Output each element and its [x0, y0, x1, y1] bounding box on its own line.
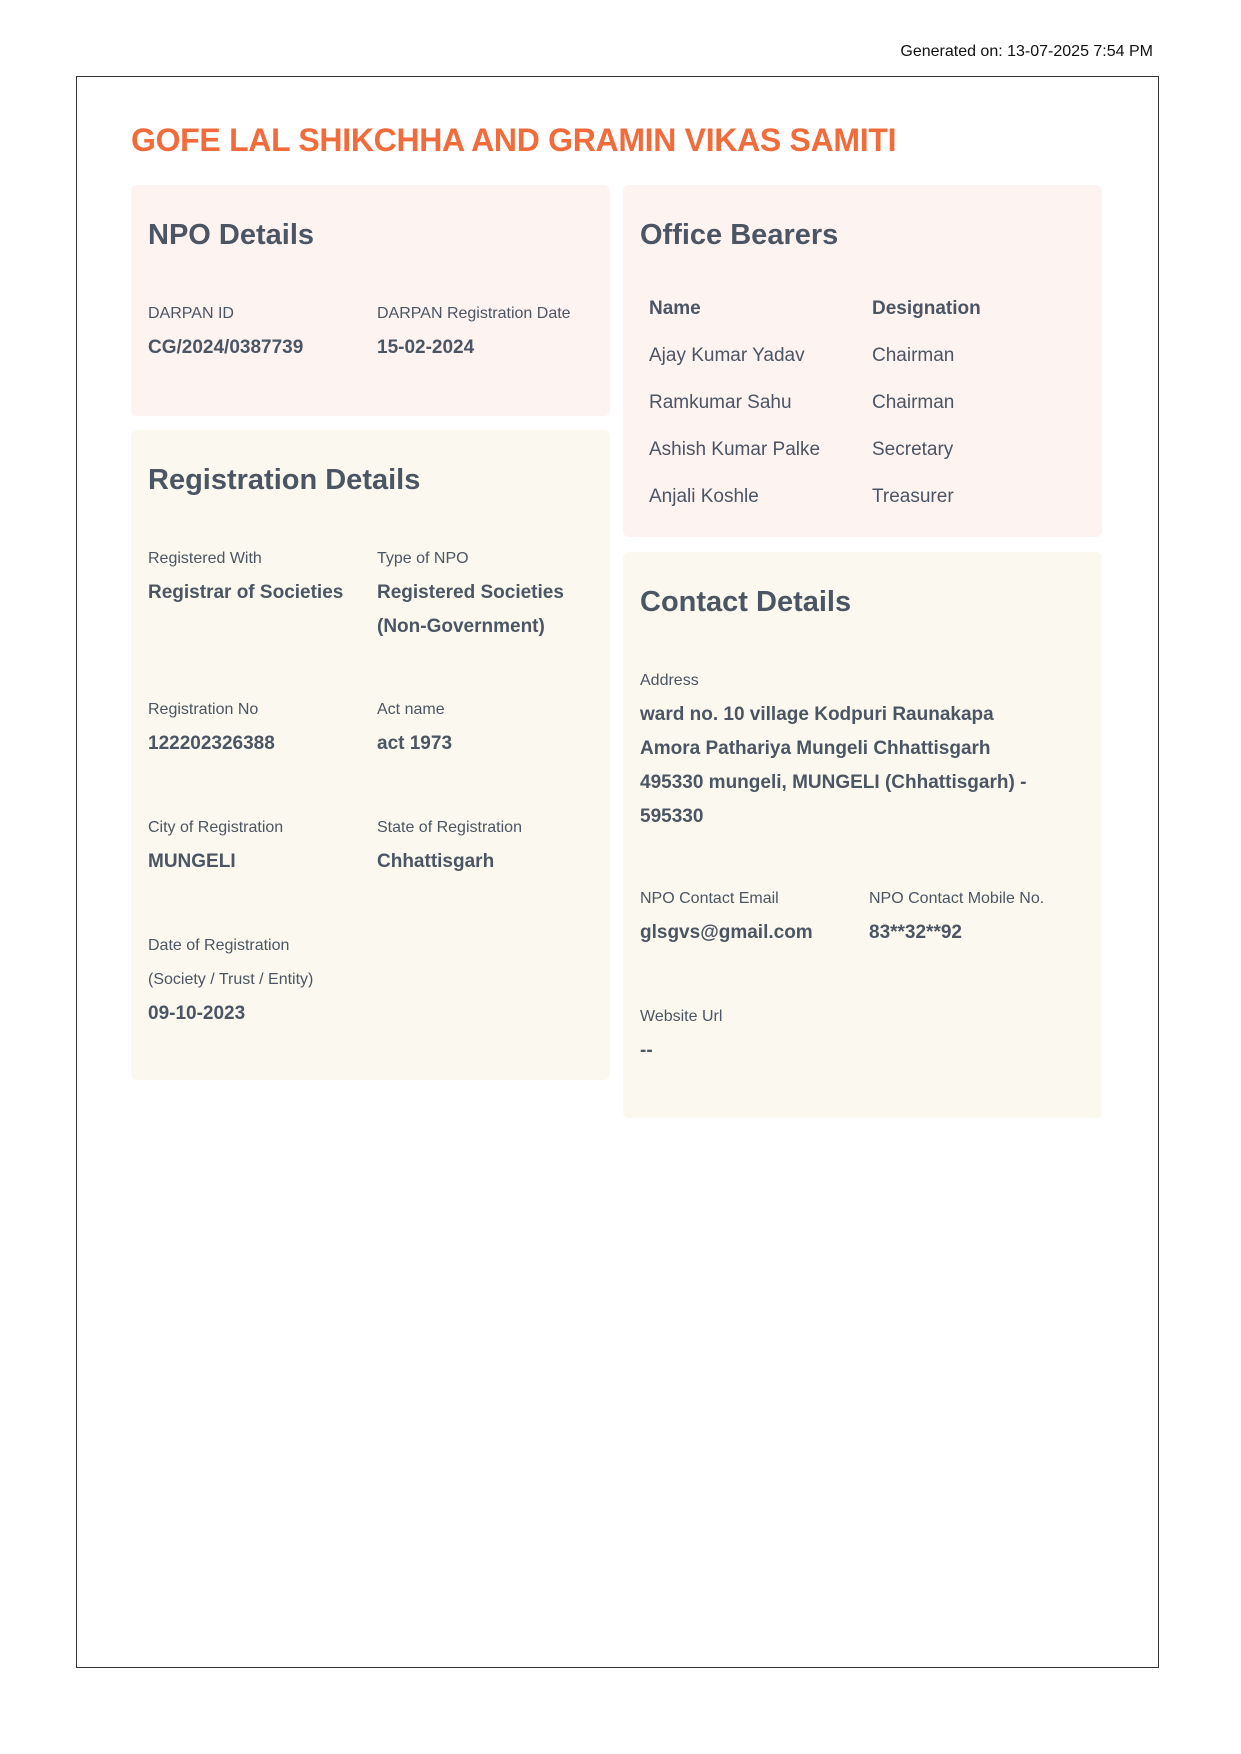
- bearer-designation: Chairman: [872, 391, 955, 413]
- darpan-id-field: [148, 297, 303, 365]
- type-of-npo-value-line1: Registered Societies: [377, 582, 564, 603]
- office-bearers-header-row: [649, 285, 981, 332]
- bearer-name: Ajay Kumar Yadav: [649, 344, 805, 366]
- table-row: [649, 473, 981, 520]
- bearer-designation: Secretary: [872, 438, 954, 460]
- npo-details-card: [131, 185, 610, 416]
- registration-no-label: Registration No: [148, 701, 259, 718]
- darpan-id-label: DARPAN ID: [148, 305, 234, 322]
- city-of-registration-label: City of Registration: [148, 819, 284, 836]
- bearer-designation: Treasurer: [872, 485, 954, 507]
- office-bearers-card: [623, 185, 1102, 537]
- website-value: --: [640, 1040, 653, 1061]
- registration-details-card: [131, 430, 610, 1080]
- contact-details-card: [623, 552, 1102, 1118]
- registered-with-value: Registrar of Societies: [148, 582, 344, 603]
- contact-email-label: NPO Contact Email: [640, 890, 779, 907]
- darpan-reg-date-value: 15-02-2024: [377, 337, 475, 358]
- state-of-registration-label: State of Registration: [377, 819, 522, 836]
- address-line-2: Amora Pathariya Mungeli Chhattisgarh: [640, 738, 991, 759]
- address-line-1: ward no. 10 village Kodpuri Raunakapa: [640, 704, 994, 725]
- contact-mobile-field: [869, 882, 1044, 950]
- type-of-npo-field: [377, 542, 564, 644]
- darpan-id-value: CG/2024/0387739: [148, 337, 304, 358]
- registered-with-label: Registered With: [148, 550, 262, 567]
- address-line-4: 595330: [640, 806, 704, 827]
- bearer-name: Anjali Koshle: [649, 485, 759, 507]
- bearer-name: Ashish Kumar Palke: [649, 438, 821, 460]
- contact-email-value: glsgvs@gmail.com: [640, 922, 813, 943]
- date-of-registration-value: 09-10-2023: [148, 1003, 246, 1024]
- registered-with-field: [148, 542, 343, 610]
- registration-no-value: 122202326388: [148, 733, 275, 754]
- darpan-reg-date-field: [377, 297, 571, 365]
- organization-name: GOFE LAL SHIKCHHA AND GRAMIN VIKAS SAMITI: [131, 122, 897, 158]
- darpan-reg-date-label: DARPAN Registration Date: [377, 305, 571, 322]
- act-name-field: [377, 693, 452, 761]
- registration-details-title: Registration Details: [148, 464, 421, 496]
- contact-details-title: Contact Details: [640, 586, 852, 618]
- state-of-registration-field: [377, 811, 522, 879]
- type-of-npo-label: Type of NPO: [377, 550, 469, 567]
- contact-mobile-value: 83**32**92: [869, 922, 962, 943]
- table-row: [649, 379, 981, 426]
- date-of-registration-label-line2: (Society / Trust / Entity): [148, 971, 314, 988]
- date-of-registration-label-line1: Date of Registration: [148, 937, 290, 954]
- contact-email-field: [640, 882, 813, 950]
- office-bearers-title: Office Bearers: [640, 219, 839, 251]
- npo-details-title: NPO Details: [148, 219, 314, 251]
- bearer-designation: Chairman: [872, 344, 955, 366]
- city-of-registration-value: MUNGELI: [148, 851, 236, 872]
- office-bearers-table: [649, 285, 981, 520]
- city-of-registration-field: [148, 811, 283, 879]
- website-field: [640, 1000, 722, 1068]
- bearer-name: Ramkumar Sahu: [649, 391, 792, 413]
- address-label: Address: [640, 672, 699, 689]
- type-of-npo-value-line2: (Non-Government): [377, 616, 545, 637]
- state-of-registration-value: Chhattisgarh: [377, 851, 495, 872]
- registration-no-field: [148, 693, 275, 761]
- table-row: [649, 426, 981, 473]
- website-label: Website Url: [640, 1008, 723, 1025]
- address-field: [640, 664, 1026, 834]
- address-line-3: 495330 mungeli, MUNGELI (Chhattisgarh) -: [640, 772, 1027, 793]
- date-of-registration-field: [148, 929, 313, 1031]
- designation-column-header: Designation: [872, 297, 981, 319]
- contact-mobile-label: NPO Contact Mobile No.: [869, 890, 1045, 907]
- act-name-value: act 1973: [377, 733, 453, 754]
- table-row: [649, 332, 981, 379]
- act-name-label: Act name: [377, 701, 445, 718]
- generated-timestamp: Generated on: 13-07-2025 7:54 PM: [900, 43, 1153, 60]
- name-column-header: Name: [649, 297, 701, 319]
